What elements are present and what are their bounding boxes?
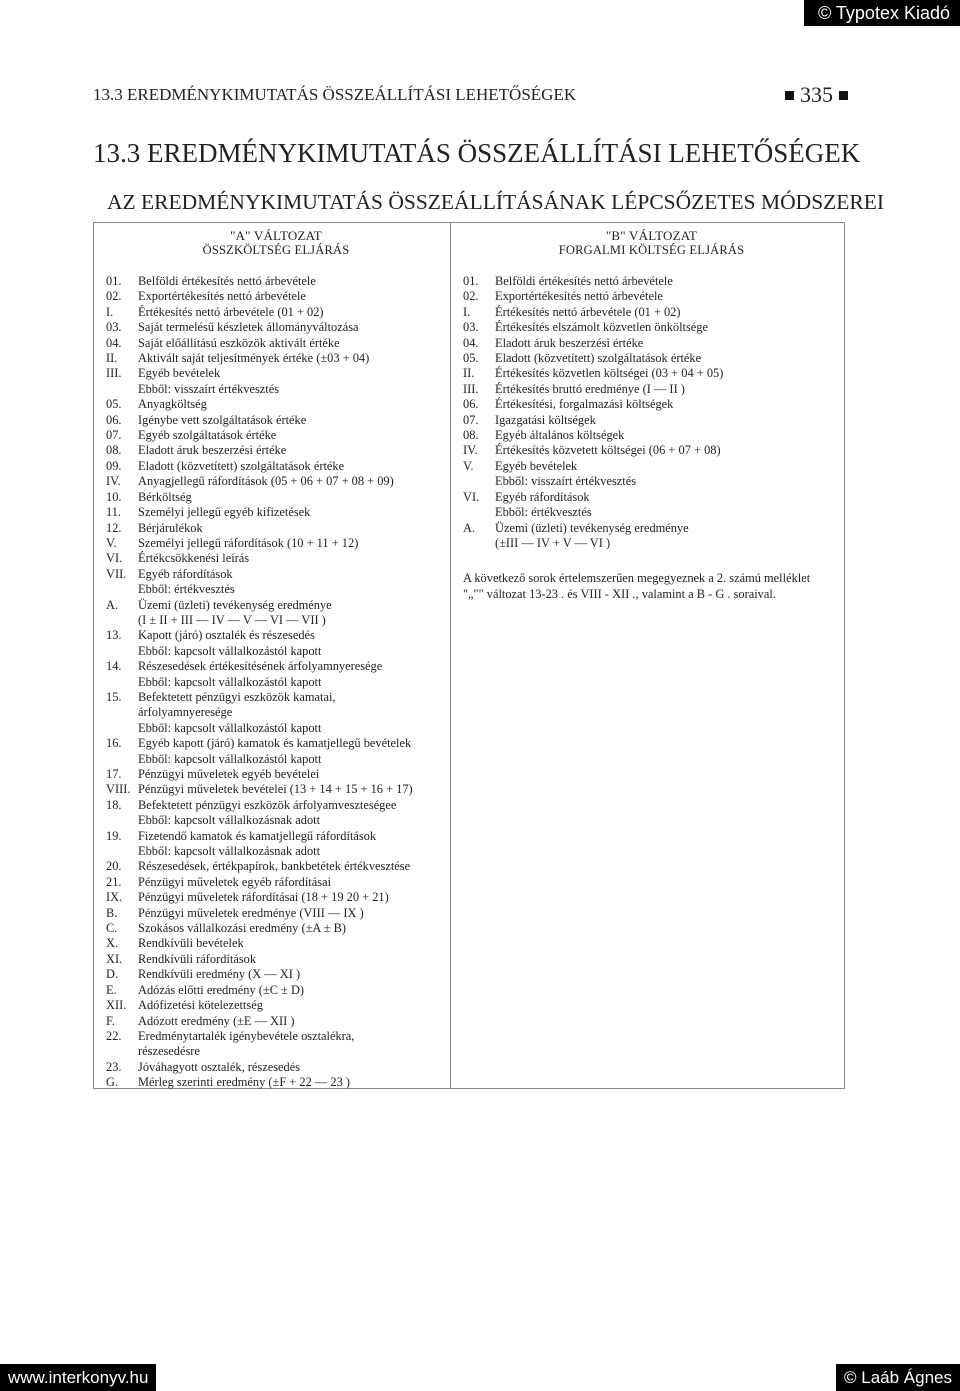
table-row [106, 782, 446, 797]
row-number: 15. [106, 689, 122, 704]
footer-copyright: © Laáb Ágnes [836, 1364, 960, 1391]
column-a-heading-title: "A" VÁLTOZAT [230, 228, 322, 243]
row-number: 06. [463, 397, 479, 412]
row-number: 16. [106, 736, 122, 751]
row-text: Kapott (járó) osztalék és részesedés [138, 628, 315, 643]
table-row [463, 351, 840, 366]
row-text: Igazgatási költségek [495, 412, 596, 427]
row-text: Személyi jellegű egyéb kifizetések [138, 505, 311, 520]
table-row [106, 443, 446, 458]
row-number: G. [106, 1075, 119, 1090]
table-row [463, 274, 840, 289]
row-number [106, 582, 138, 597]
table-row [106, 274, 446, 289]
row-text: Mérleg szerinti eredmény (±F + 22 — 23 ) [138, 1075, 350, 1090]
row-number: V. [463, 458, 474, 473]
row-text: Egyéb általános költségek [495, 428, 625, 443]
row-text: Exportértékesítés nettó árbevétele [495, 289, 663, 304]
row-number: II. [106, 351, 118, 366]
row-number [106, 382, 138, 397]
table-row [106, 628, 446, 643]
row-text: Adózás előtti eredmény (±C ± D) [138, 982, 305, 997]
column-b-rows [463, 274, 840, 551]
row-text: Rendkívüli ráfordítások [138, 951, 257, 966]
table-row [106, 767, 446, 782]
table-row [106, 875, 446, 890]
row-text: (±III — IV + V — VI ) [495, 535, 611, 550]
row-number: I. [106, 304, 114, 319]
row-text: Eladott áruk beszerzési értéke [495, 335, 644, 350]
table-row [106, 906, 446, 921]
row-text: Ebből: visszaírt értékvesztés [495, 474, 637, 489]
table-row [106, 705, 446, 720]
table-row [106, 690, 446, 705]
table-row [106, 813, 446, 828]
row-text: Anyagköltség [138, 397, 207, 412]
chapter-title: 13.3 EREDMÉNYKIMUTATÁS ÖSSZEÁLLÍTÁSI LEHETŐSÉGEK [93, 138, 861, 168]
row-text: Részesedések értékesítésének árfolyamnyeresége [138, 659, 383, 674]
row-text: Pénzügyi műveletek eredménye (VIII — IX ) [138, 905, 364, 920]
row-number [106, 844, 138, 859]
table-row [106, 659, 446, 674]
row-number: VIII. [106, 782, 131, 797]
row-number: IV. [106, 474, 121, 489]
row-number: 03. [463, 320, 479, 335]
row-number: 03. [106, 320, 122, 335]
row-text: Egyéb ráfordítások [138, 566, 233, 581]
row-number: 06. [106, 412, 122, 427]
footer-website: www.interkonyv.hu [0, 1364, 156, 1391]
row-number: VI. [463, 489, 480, 504]
row-text: Értékesítés közvetett költségei (06 + 07 + 08) [495, 443, 721, 458]
table-row [106, 1014, 446, 1029]
row-number: E. [106, 982, 117, 997]
row-text: Ebből: kapcsolt vállalkozástól kapott [138, 720, 322, 735]
row-number: XI. [106, 951, 123, 966]
column-a [94, 223, 451, 1088]
column-b-note: A következő sorok értelemszerűen megegyeznek a 2. számú melléklet "„"" változat 13-23 . és VIII - XII ., valamint a B - G . soraival. [463, 571, 811, 601]
row-text: Pénzügyi műveletek egyéb ráfordításai [138, 874, 332, 889]
row-number: 22. [106, 1028, 122, 1043]
row-number: V. [106, 535, 117, 550]
row-text: Pénzügyi műveletek bevételei (13 + 14 + 15 + 16 + 17) [138, 782, 413, 797]
table-row [106, 921, 446, 936]
row-number: VII. [106, 566, 127, 581]
table-row [463, 428, 840, 443]
row-number: 21. [106, 874, 122, 889]
table-row [463, 474, 840, 489]
row-number: 05. [106, 397, 122, 412]
row-text: Eladott (közvetített) szolgáltatások értéke [138, 458, 345, 473]
row-number: III. [463, 381, 479, 396]
row-text: Jóváhagyott osztalék, részesedés [138, 1059, 301, 1074]
row-number [106, 644, 138, 659]
row-number: I. [463, 304, 471, 319]
row-number [463, 474, 495, 489]
row-text: Ebből: visszaírt értékvesztés [138, 381, 280, 396]
table-row [106, 1044, 446, 1059]
table-row [106, 382, 446, 397]
row-text: Befektetett pénzügyi eszközök kamatai, [138, 689, 336, 704]
row-number: II. [463, 366, 475, 381]
table-row [106, 336, 446, 351]
column-b-heading-title: "B" VÁLTOZAT [605, 228, 698, 243]
row-number: 04. [463, 335, 479, 350]
table-row [106, 675, 446, 690]
table-row [106, 721, 446, 736]
running-header-text: 13.3 EREDMÉNYKIMUTATÁS ÖSSZEÁLLÍTÁSI LEHETŐSÉGEK [93, 85, 577, 104]
row-number: D. [106, 967, 119, 982]
row-number: 01. [106, 274, 122, 288]
row-text: Részesedések, értékpapírok, bankbetétek értékvesztése [138, 859, 411, 874]
table-row [106, 859, 446, 874]
row-text: Egyéb bevételek [495, 458, 578, 473]
row-text: Befektetett pénzügyi eszközök árfolyamveszteségee [138, 797, 397, 812]
table-row [463, 289, 840, 304]
table-row [106, 521, 446, 536]
row-number [106, 705, 138, 720]
row-number: 19. [106, 828, 122, 843]
square-bullet-icon [839, 91, 848, 100]
table-row [463, 413, 840, 428]
row-number: III. [106, 366, 122, 381]
row-number [463, 505, 495, 520]
row-number: IV. [463, 443, 478, 458]
column-a-heading-subtitle: ÖSSZKÖLTSÉG ELJÁRÁS [202, 243, 350, 257]
row-number: 13. [106, 628, 122, 643]
row-text: Saját termelésű készletek állományváltozása [138, 320, 359, 335]
row-number: 02. [106, 289, 122, 304]
row-text: Belföldi értékesítés nettó árbevétele [495, 274, 673, 288]
row-text: Anyagjellegű ráfordítások (05 + 06 + 07 + 08 + 09) [138, 474, 394, 489]
row-text: Adófizetési kötelezettség [138, 998, 263, 1013]
row-text: Ebből: kapcsolt vállalkozástól kapott [138, 643, 322, 658]
table-row [106, 490, 446, 505]
row-number: 02. [463, 289, 479, 304]
table-row [463, 397, 840, 412]
row-text: Igénybe vett szolgáltatások értéke [138, 412, 307, 427]
table-row [106, 551, 446, 566]
table-row [106, 890, 446, 905]
row-text: Rendkívüli eredmény (X — XI ) [138, 967, 301, 982]
row-text: Személyi jellegű ráfordítások (10 + 11 + 12) [138, 535, 359, 550]
row-text: Egyéb szolgáltatások értéke [138, 428, 277, 443]
row-number [106, 613, 138, 628]
row-text: Értékesítés elszámolt közvetlen önköltsége [495, 320, 708, 335]
row-text: Értékesítési, forgalmazási költségek [495, 397, 674, 412]
page-number-value: 335 [800, 82, 833, 107]
table-row [463, 490, 840, 505]
row-text: Értékesítés nettó árbevétele (01 + 02) [495, 304, 681, 319]
column-b-heading [463, 228, 840, 274]
table-row [106, 567, 446, 582]
table-row [106, 598, 446, 613]
row-text: Üzemi (üzleti) tevékenység eredménye [495, 520, 689, 535]
section-title: AZ EREDMÉNYKIMUTATÁS ÖSSZEÁLLÍTÁSÁNAK LÉPCSŐZETES MÓDSZEREI [107, 190, 885, 214]
table-row [106, 983, 446, 998]
row-number: A. [106, 597, 119, 612]
row-number: IX. [106, 890, 123, 905]
row-number: A. [463, 520, 476, 535]
row-text: részesedésre [138, 1044, 200, 1059]
row-number [106, 813, 138, 828]
row-number: 10. [106, 489, 122, 504]
row-text: Aktivált saját teljesítmények értéke (±03 + 04) [138, 351, 370, 366]
table-row [106, 952, 446, 967]
row-text: Pénzügyi műveletek egyéb bevételei [138, 767, 320, 781]
row-number: 11. [106, 505, 122, 520]
table-row [106, 998, 446, 1013]
row-number: 23. [106, 1059, 122, 1074]
row-number: 14. [106, 659, 122, 674]
table-row [106, 752, 446, 767]
table-row [463, 505, 840, 520]
table-row [106, 305, 446, 320]
row-text: Bérköltség [138, 489, 192, 504]
table-row [106, 644, 446, 659]
table-row [463, 536, 840, 551]
row-text: Adózott eredmény (±E — XII ) [138, 1013, 295, 1028]
row-number: 04. [106, 335, 122, 350]
row-text: Ebből: értékvesztés [495, 505, 592, 520]
row-number: 12. [106, 520, 122, 535]
table-row [106, 505, 446, 520]
row-number: 20. [106, 859, 122, 874]
square-bullet-icon [785, 91, 794, 100]
row-text: Eredménytartalék igénybevétele osztalékra, [138, 1028, 355, 1043]
row-text: Egyéb kapott (járó) kamatok és kamatjellegű bevételek [138, 736, 412, 751]
row-number: 08. [106, 443, 122, 458]
row-text: Ebből: értékvesztés [138, 582, 235, 597]
table-row [106, 289, 446, 304]
row-text: Exportértékesítés nettó árbevétele [138, 289, 306, 304]
table-row [106, 736, 446, 751]
column-b-heading-subtitle: FORGALMI KÖLTSÉG ELJÁRÁS [558, 243, 745, 257]
table-row [106, 582, 446, 597]
row-number: X. [106, 936, 119, 951]
table-row [463, 320, 840, 335]
row-number: 09. [106, 458, 122, 473]
row-number: 01. [463, 274, 479, 288]
row-number: 08. [463, 428, 479, 443]
row-text: Értékesítés közvetlen költségei (03 + 04 + 05) [495, 366, 724, 381]
publisher-banner: © Typotex Kiadó [804, 0, 960, 26]
row-text: Ebből: kapcsolt vállalkozástól kapott [138, 751, 322, 766]
row-text: Saját előállítású eszközök aktivált értéke [138, 335, 340, 350]
row-text: Bérjárulékok [138, 520, 203, 535]
row-number [106, 752, 138, 767]
row-number: B. [106, 905, 118, 920]
row-text: Ebből: kapcsolt vállalkozásnak adott [138, 844, 321, 859]
row-text: Eladott (közvetített) szolgáltatások értéke [495, 351, 702, 366]
table-row [106, 428, 446, 443]
table-row [106, 413, 446, 428]
column-b [451, 223, 844, 1088]
table-row [106, 1029, 446, 1044]
row-number [463, 536, 495, 551]
row-number [106, 675, 138, 690]
row-text: Egyéb bevételek [138, 366, 221, 381]
table-row [106, 459, 446, 474]
table-row [463, 336, 840, 351]
row-number: C. [106, 921, 118, 936]
row-text: Pénzügyi műveletek ráfordításai (18 + 19 20 + 21) [138, 890, 389, 905]
table-row [106, 936, 446, 951]
row-text: Rendkívüli bevételek [138, 936, 244, 951]
table-row [106, 829, 446, 844]
row-text: (I ± II + III — IV — V — VI — VII ) [138, 612, 326, 627]
row-text: Üzemi (üzleti) tevékenység eredménye [138, 597, 332, 612]
table-row [106, 474, 446, 489]
row-number: 07. [106, 428, 122, 443]
row-text: Belföldi értékesítés nettó árbevétele [138, 274, 316, 288]
row-text: Értékesítés nettó árbevétele (01 + 02) [138, 304, 324, 319]
row-number: 18. [106, 797, 122, 812]
table-row [106, 320, 446, 335]
row-text: Értékesítés bruttó eredménye (I — II ) [495, 381, 685, 396]
table-row [106, 1075, 446, 1090]
table-row [106, 613, 446, 628]
row-text: Értékcsökkenési leírás [138, 551, 250, 566]
table-row [106, 397, 446, 412]
row-number: 17. [106, 767, 122, 781]
table-row [463, 366, 840, 381]
table-row [106, 798, 446, 813]
table-row [106, 536, 446, 551]
table-row [463, 305, 840, 320]
row-number [106, 721, 138, 736]
row-number: XII. [106, 998, 127, 1013]
row-number: VI. [106, 551, 123, 566]
row-text: Fizetendő kamatok és kamatjellegű ráfordítások [138, 828, 377, 843]
row-text: Szokásos vállalkozási eredmény (±A ± B) [138, 921, 347, 936]
row-text: Egyéb ráfordítások [495, 489, 590, 504]
row-number: 07. [463, 412, 479, 427]
row-number: F. [106, 1013, 115, 1028]
table-row [106, 351, 446, 366]
table-row [463, 521, 840, 536]
page-number [785, 82, 848, 108]
column-a-rows [106, 274, 446, 1091]
table-row [106, 1060, 446, 1075]
row-text: árfolyamnyeresége [138, 705, 233, 720]
row-number: 05. [463, 351, 479, 366]
comparison-table [93, 222, 845, 1089]
table-row [106, 844, 446, 859]
table-row [463, 443, 840, 458]
row-text: Ebből: kapcsolt vállalkozásnak adott [138, 813, 321, 828]
table-row [106, 366, 446, 381]
table-row [106, 967, 446, 982]
running-header [93, 82, 848, 108]
table-row [463, 459, 840, 474]
row-text: Ebből: kapcsolt vállalkozástól kapott [138, 674, 322, 689]
row-number [106, 1044, 138, 1059]
table-row [463, 382, 840, 397]
column-a-heading [106, 228, 446, 274]
row-text: Eladott áruk beszerzési értéke [138, 443, 287, 458]
